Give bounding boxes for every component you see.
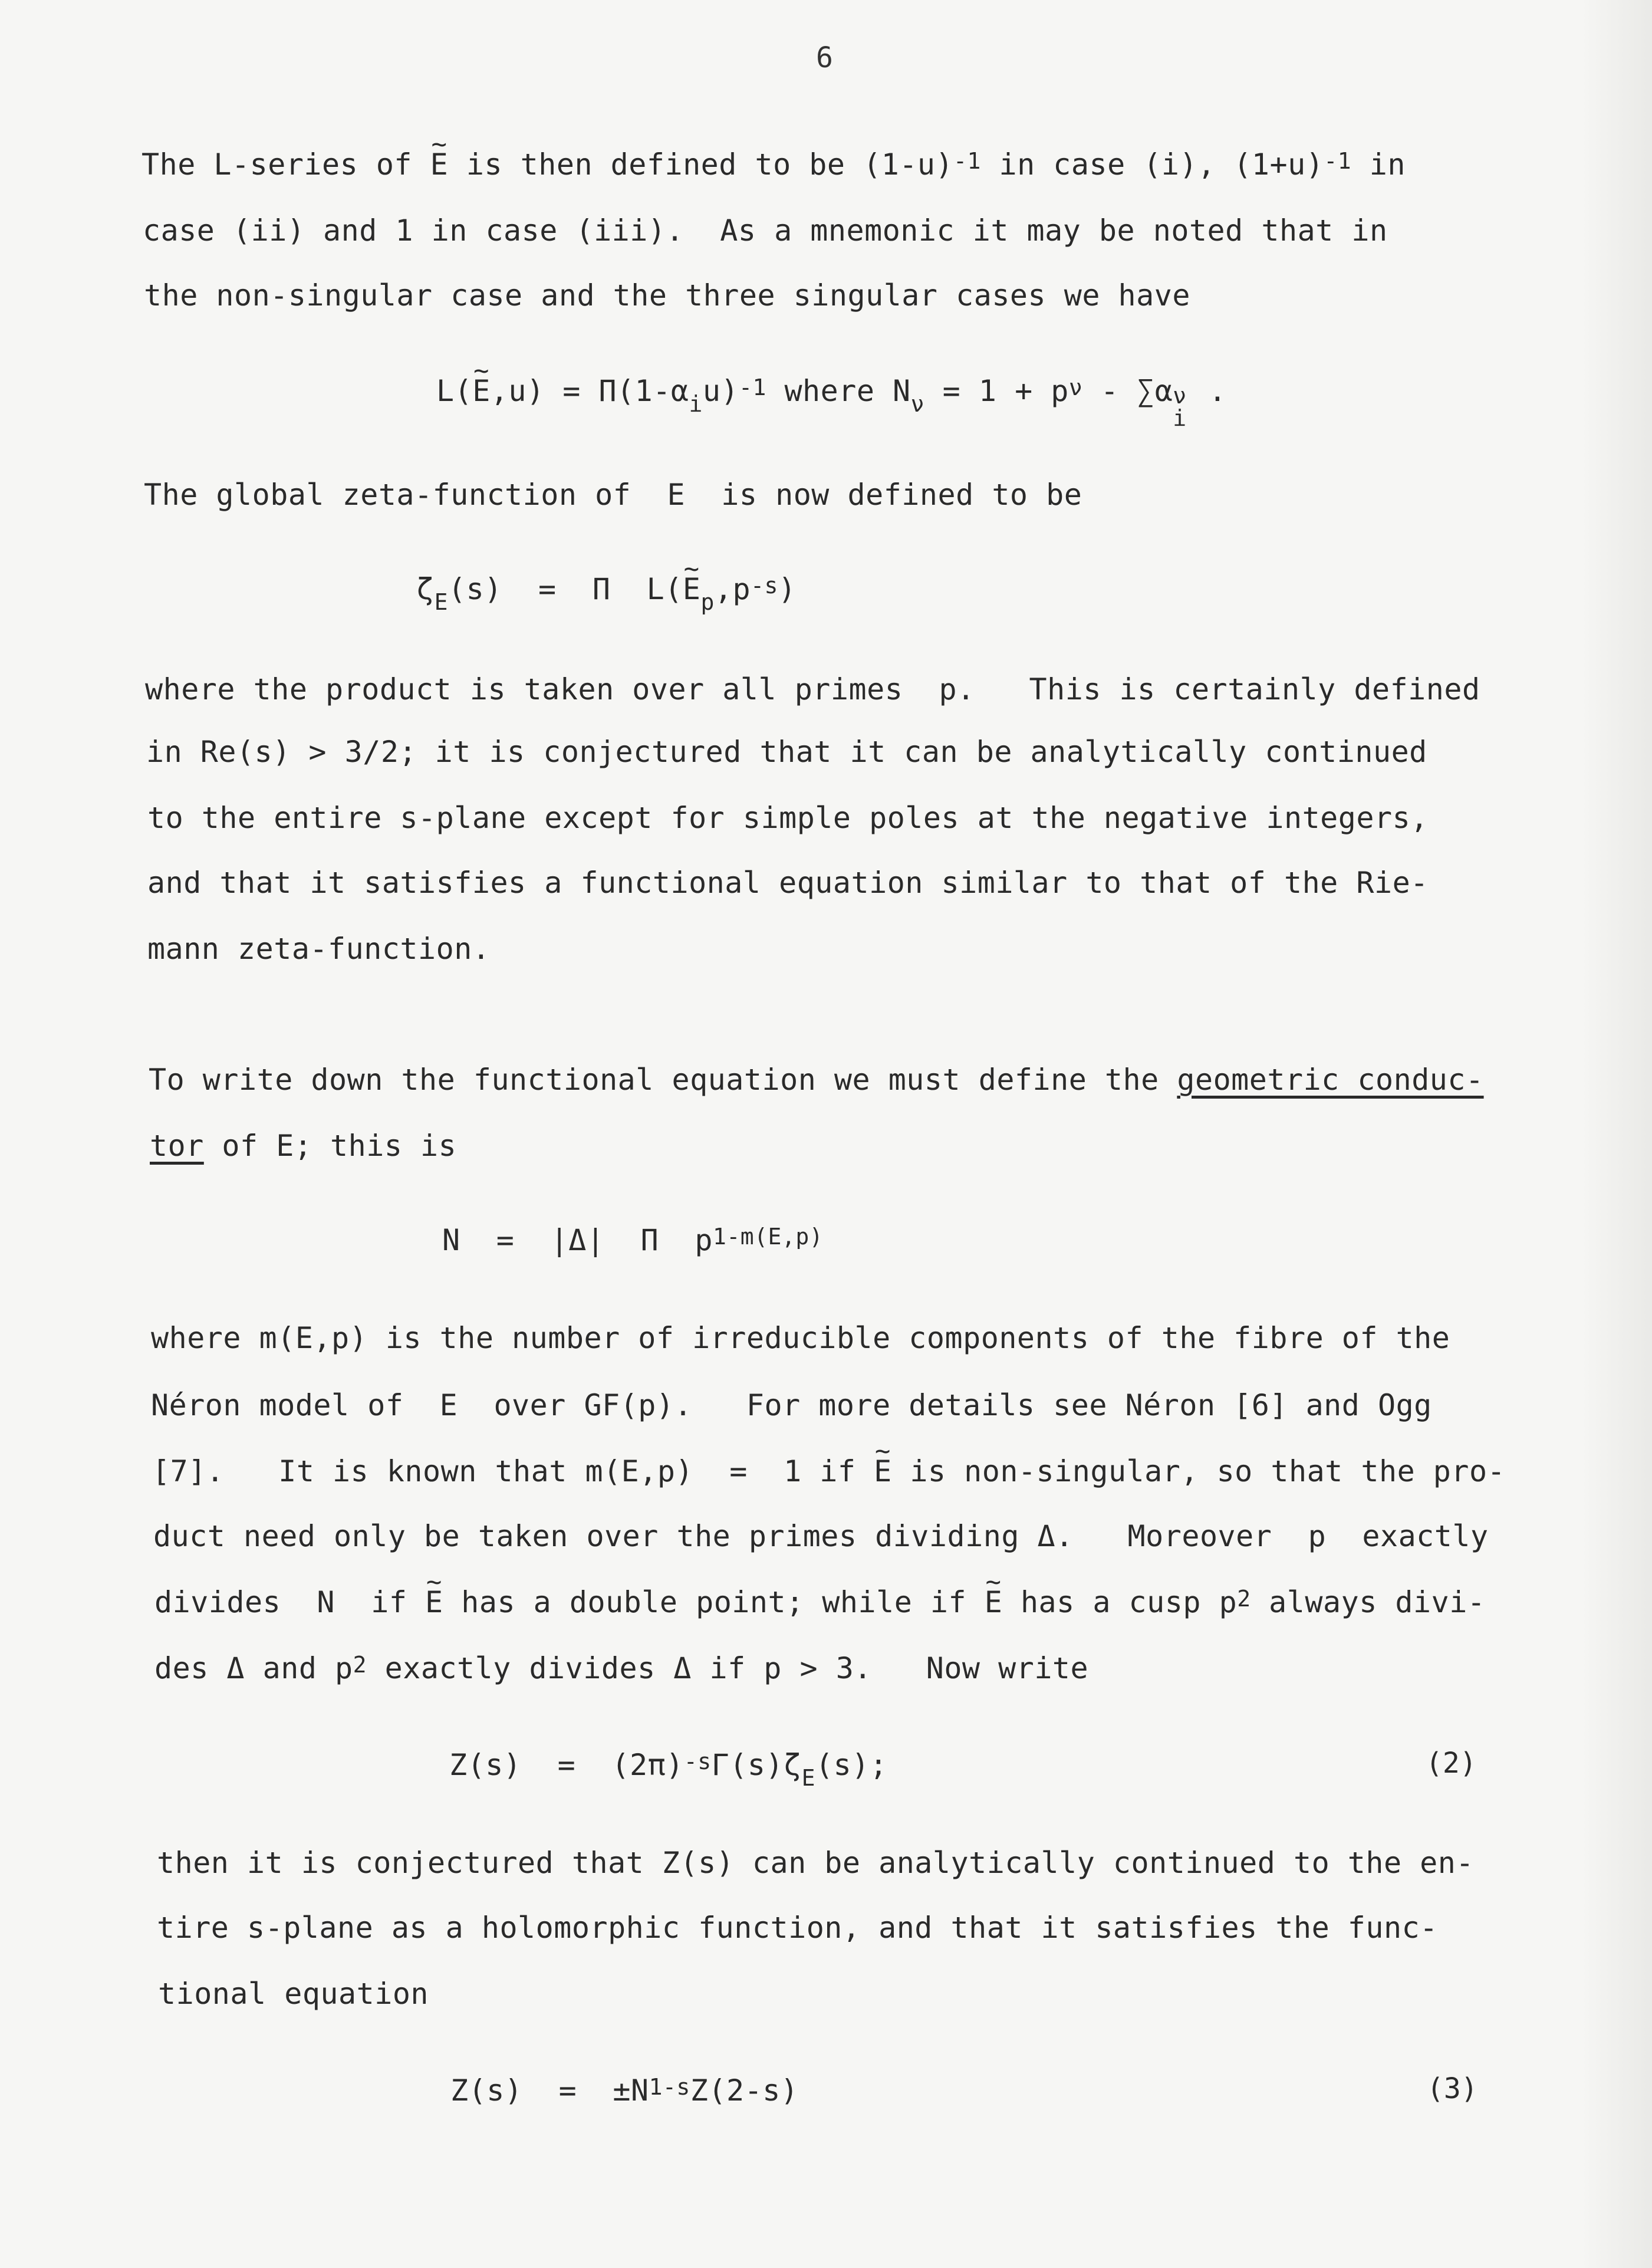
paragraph-3-line-4: and that it satisfies a functional equation similar to that of the Rie- bbox=[147, 866, 1429, 900]
paragraph-5-line-6: des Δ and $p^2$ exactly divides Δ if p > 3. Now write bbox=[154, 1651, 1089, 1685]
paragraph-1-line-2: case (ii) and 1 in case (iii). As a mnemonic it may be noted that in bbox=[143, 213, 1388, 248]
paragraph-2-line-1: The global zeta-function of E is now defined to be bbox=[144, 478, 1082, 512]
scan-page-edge bbox=[1581, 0, 1652, 2268]
paragraph-3-line-1: where the product is taken over all primes p. This is certainly defined bbox=[145, 672, 1480, 706]
paragraph-4-line-2: tor of E; this is bbox=[150, 1129, 457, 1163]
equation-3-functional: $Z(s) = \pm N^{1-s}Z(2-s)$ bbox=[450, 2073, 799, 2108]
equation-2-completed-zeta: $Z(s) = (2\pi)^{-s}\Gamma(s)\zeta_E(s)$; bbox=[449, 1748, 888, 1791]
paragraph-6-line-3: tional equation bbox=[158, 1977, 429, 2011]
paragraph-1-line-3: the non-singular case and the three singular cases we have bbox=[144, 278, 1190, 313]
paragraph-3-line-3: to the entire s-plane except for simple poles at the negative integers, bbox=[147, 801, 1429, 835]
paragraph-4-line-1: To write down the functional equation we must define the geometric conduc- bbox=[149, 1063, 1484, 1097]
term-geometric-conductor: geometric conduc- bbox=[1177, 1063, 1484, 1097]
page-number: 6 bbox=[816, 41, 833, 74]
paragraph-5-line-1: where m(E,p) is the number of irreducible components of the fibre of the bbox=[151, 1321, 1450, 1355]
paragraph-6-line-1: then it is conjectured that Z(s) can be analytically continued to the en- bbox=[157, 1846, 1474, 1880]
paragraph-5-line-2: Néron model of E over GF(p). For more details see Néron [6] and Ogg bbox=[151, 1388, 1432, 1422]
equation-conductor: N = |Δ| Π $p^{1-m(E,p)}$ bbox=[442, 1223, 824, 1257]
paragraph-3-line-5: mann zeta-function. bbox=[147, 932, 491, 966]
equation-global-zeta: $\zeta_E(s) = \Pi$ L(~ $E_p,p^{-s}$) bbox=[416, 571, 796, 610]
paragraph-1-line-1: The L-series of ~ E is then defined to be $(1-u)^{-1}$ in case (i), $(1+u)^{-1}$ in bbox=[141, 146, 1406, 185]
paragraph-6-line-2: tire s-plane as a holomorphic function, and that it satisfies the func- bbox=[157, 1911, 1438, 1945]
equation-number-2: (2) bbox=[1426, 1747, 1477, 1780]
paragraph-5-line-3: [7]. It is known that m(E,p) = 1 if ~ E is non-singular, so that the pro- bbox=[152, 1453, 1505, 1490]
paragraph-5-line-4: duct need only be taken over the primes dividing Δ. Moreover p exactly bbox=[153, 1519, 1489, 1553]
paragraph-3-line-2: in Re(s) > 3/2; it is conjectured that it can be analytically continued bbox=[146, 735, 1427, 769]
paragraph-5-line-5: divides N if ~ E has a double point; while if ~ E has a cusp $p^2$ always divi- bbox=[154, 1584, 1485, 1623]
equation-number-3: (3) bbox=[1427, 2072, 1478, 2105]
equation-l-series: L(~ $E,u) = \Pi(1-\alpha_iu)^{-1}$ where $N_\nu = 1 + p^\nu - \sum\alpha$ ν i . bbox=[436, 373, 1227, 412]
e-tilde-symbol: ~ E bbox=[430, 146, 449, 183]
